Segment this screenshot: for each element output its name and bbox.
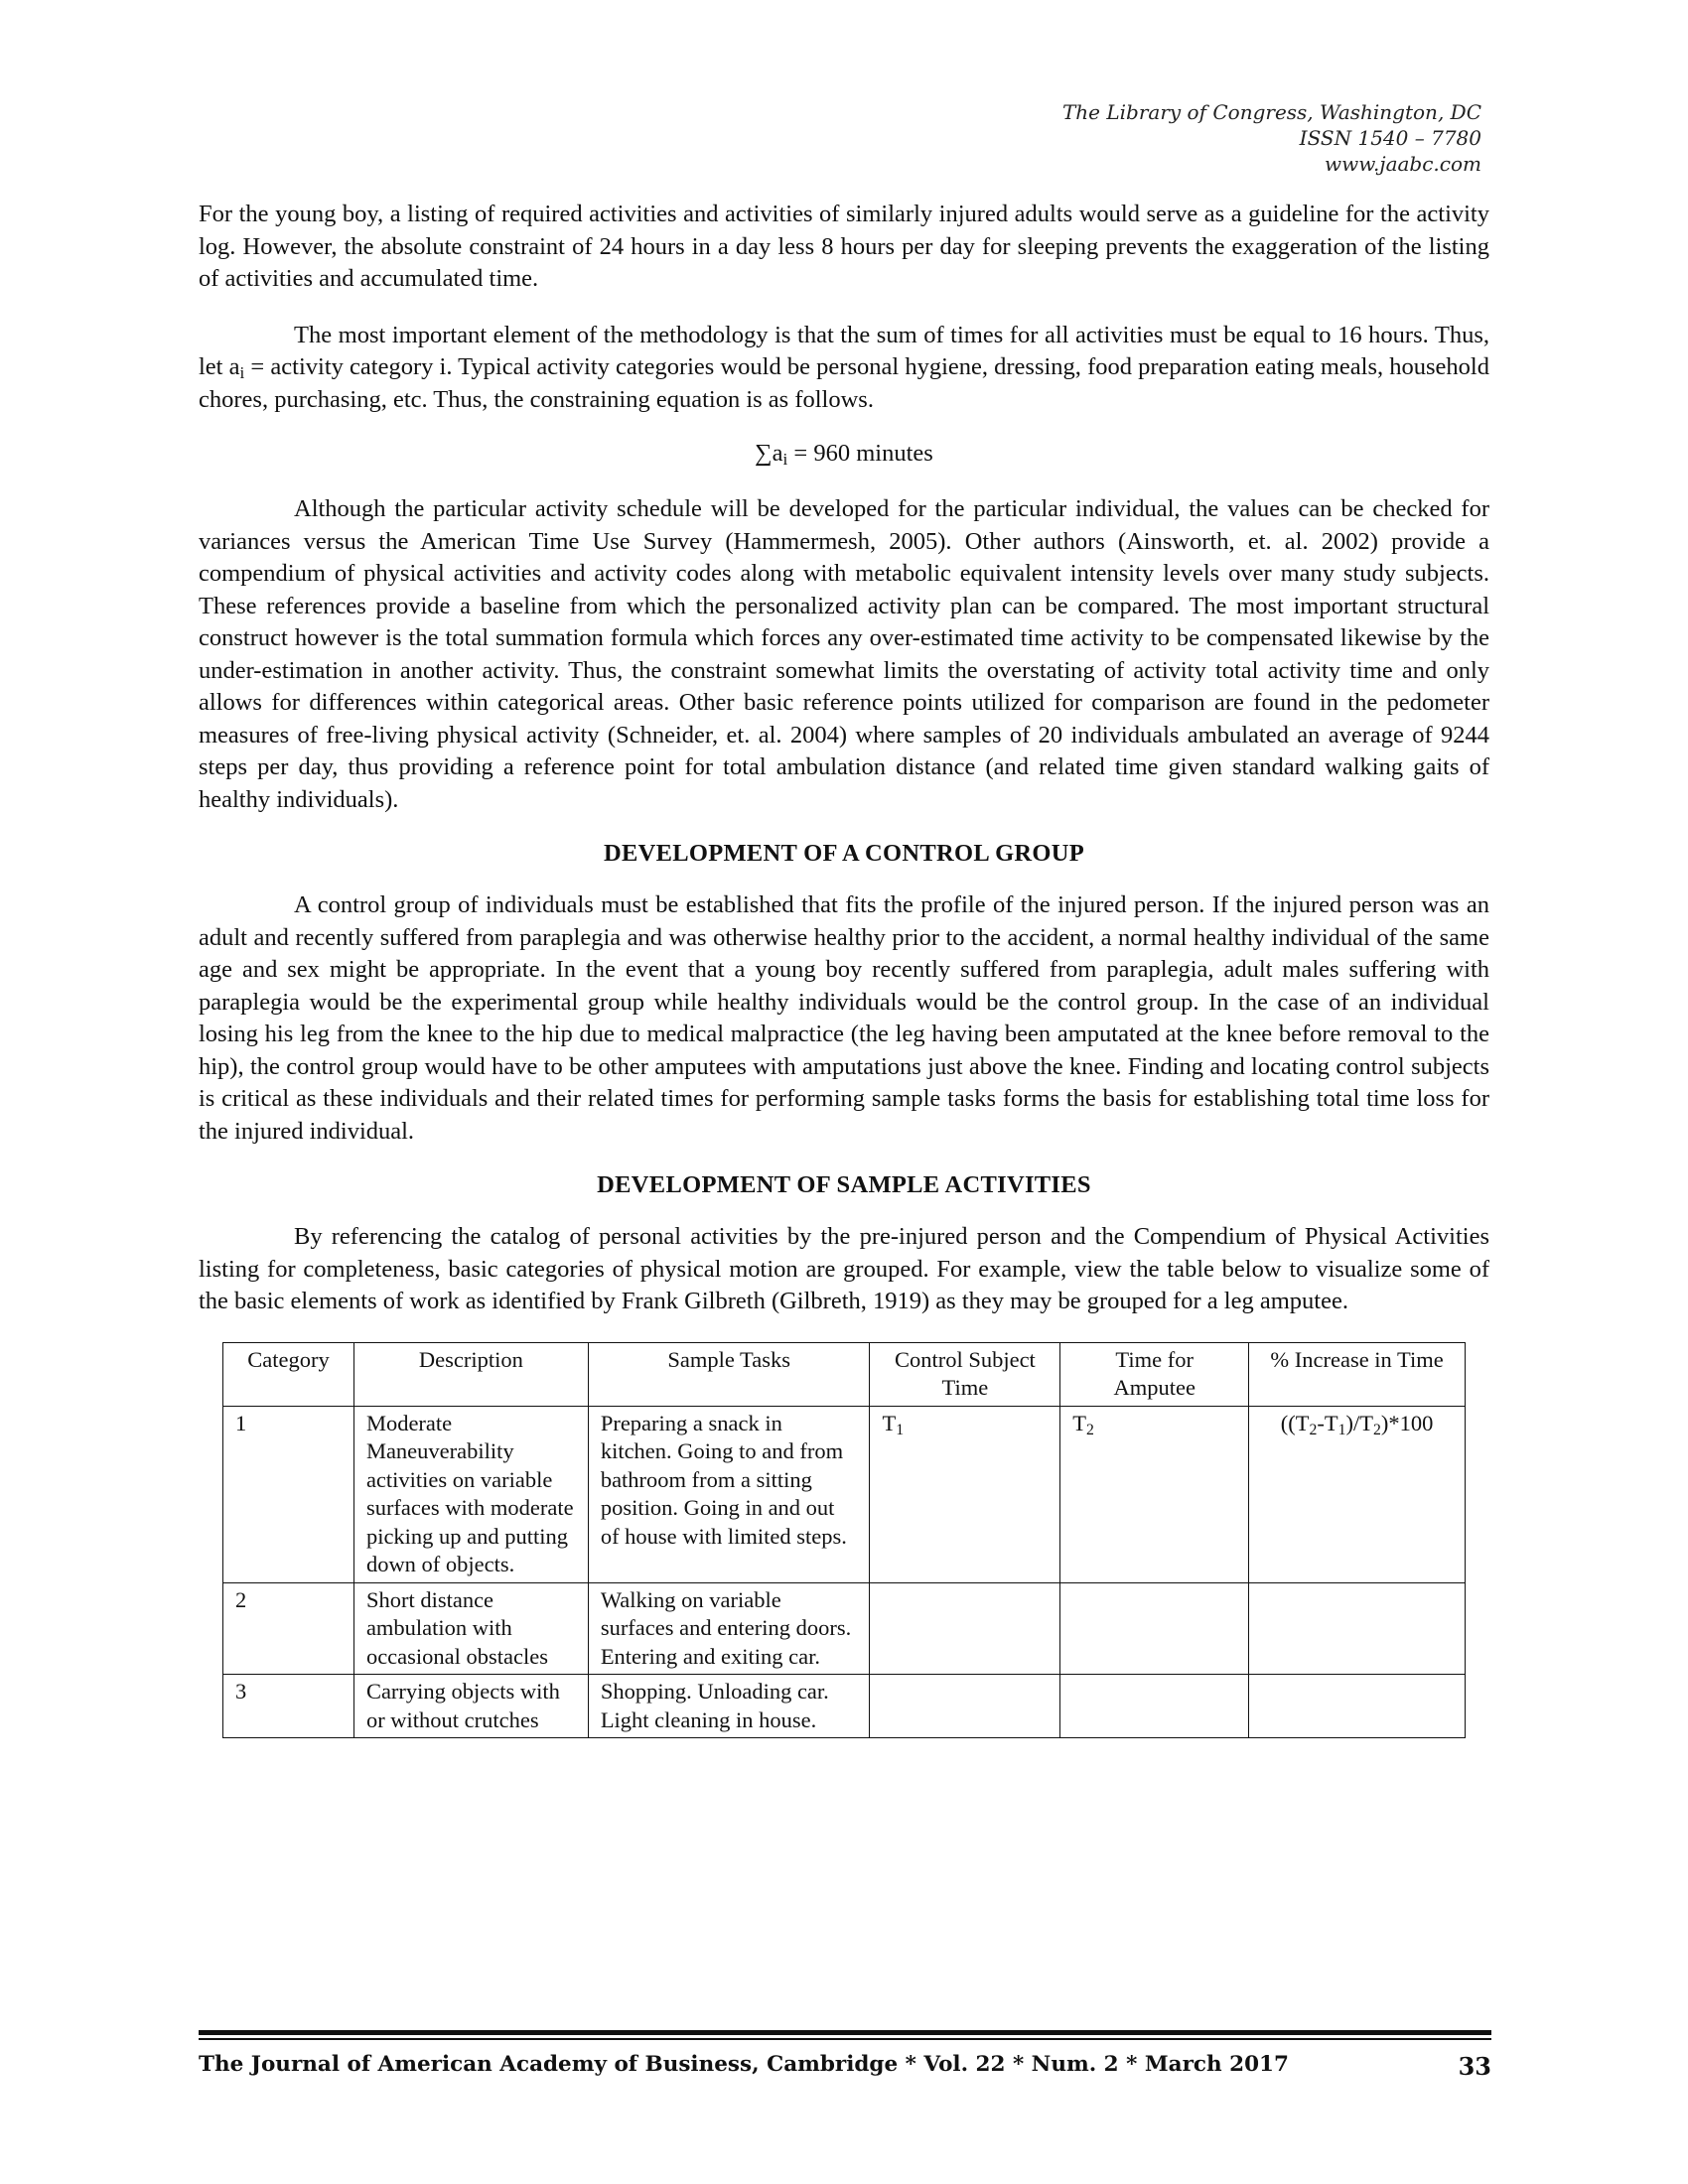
control-time-cell: $T_1$ <box>870 1406 1060 1582</box>
paragraph-5: By referencing the catalog of personal activities by the pre-injured person and the Compendium of Physical Activities listing for completeness, basic categories of physical motion are grouped. For example, view the table below to visualize some of the basic elements of work as identified by Frank Gilbreth (Gilbreth, 1919) as they may be grouped for a leg amputee. <box>199 1223 1489 1314</box>
amputee-time-cell <box>1060 1582 1249 1675</box>
table-header-row <box>223 1342 1466 1406</box>
page-number: 33 <box>1458 2051 1491 2081</box>
description-cell: Short distance ambulation with occasional obstacles <box>353 1582 588 1675</box>
table-header-cell: % Increase in Time <box>1249 1342 1466 1406</box>
increase-formula-cell <box>1249 1582 1466 1675</box>
amputee-time-cell: $T_2$ <box>1060 1406 1249 1582</box>
footer-journal-info: The Journal of American Academy of Business, Cambridge * Vol. 22 * Num. 2 * March 2017 <box>199 2051 1289 2077</box>
table-header-cell: Control Subject Time <box>870 1342 1060 1406</box>
paragraph-3: Although the particular activity schedule will be developed for the particular individual, the values can be checked for variances versus the American Time Use Survey (Hammermesh, 2005). Other authors (Ainsworth, et. al. 2002) provide a compendium of physical activities and activity codes along with metabolic equivalent intensity levels over many study subjects. These references provide a baseline from which the personalized activity plan can be compared. The most important structural construct however is the total summation formula which forces any over-estimated time activity to be compensated likewise by the under-estimation in another activity. Thus, the constraint somewhat limits the overstating of activity total activity time and only allows for differences within categorical areas. Other basic reference points utilized for comparison are found in the pedometer measures of free-living physical activity (Schneider, et. al. 2004) where samples of 20 individuals ambulated an average of 9244 steps per day, thus providing a reference point for total ambulation distance (and related time given standard walking gaits of healthy individuals). <box>199 495 1489 813</box>
table-header-cell: Description <box>353 1342 588 1406</box>
table-row <box>223 1675 1466 1738</box>
page-footer <box>199 2030 1491 2082</box>
footer-rule-thin <box>199 2038 1491 2040</box>
category-cell: 1 <box>223 1406 354 1582</box>
increase-formula-cell <box>1249 1675 1466 1738</box>
activities-table <box>222 1342 1466 1739</box>
running-header <box>1062 99 1481 177</box>
paragraph-2 <box>199 320 1489 417</box>
table-header-cell: Category <box>223 1342 354 1406</box>
control-time-cell <box>870 1675 1060 1738</box>
amputee-time-cell <box>1060 1675 1249 1738</box>
table-header-cell: Sample Tasks <box>588 1342 870 1406</box>
footer-rule-thick <box>199 2030 1491 2035</box>
section-heading-control-group: DEVELOPMENT OF A CONTROL GROUP <box>603 840 1085 867</box>
equation-sum: ∑a <box>755 440 783 467</box>
paragraph-2-subscript: i <box>239 363 245 382</box>
table-row <box>223 1582 1466 1675</box>
category-cell: 2 <box>223 1582 354 1675</box>
paragraph-2-text-a: The most important element of the methodology is that the sum of times for all activities must be equal to 16 hours. Thus, let a <box>199 321 1489 380</box>
table-header-cell: Time for Amputee <box>1060 1342 1249 1406</box>
equation-value: = 960 minutes <box>787 440 933 467</box>
article-body <box>199 199 1489 1738</box>
description-cell: Moderate Maneuverability activities on variable surfaces with moderate picking up and putting down of objects. <box>353 1406 588 1582</box>
header-website: www.jaabc.com <box>1325 152 1481 176</box>
control-time-cell <box>870 1582 1060 1675</box>
paragraph-1: For the young boy, a listing of required activities and activities of similarly injured adults would serve as a guideline for the activity log. However, the absolute constraint of 24 hours in a day less 8 hours per day for sleeping prevents the exaggeration of the listing of activities and accumulated time. <box>199 201 1489 292</box>
increase-formula-cell: $((T_2-T_1)/T_2)*100$ <box>1249 1406 1466 1582</box>
section-heading-sample-activities: DEVELOPMENT OF SAMPLE ACTIVITIES <box>597 1171 1091 1198</box>
category-cell: 3 <box>223 1675 354 1738</box>
paragraph-4: A control group of individuals must be established that fits the profile of the injured person. If the injured person was an adult and recently suffered from paraplegia and was otherwise healthy prior to the accident, a normal healthy individual of the same age and sex might be appropriate. In the event that a young boy recently suffered from paraplegia, adult males suffering with paraplegia would be the experimental group while healthy individuals would be the control group. In the case of an individual losing his leg from the knee to the hip due to medical malpractice (the leg having been amputated at the knee before removal to the hip), the control group would have to be other amputees with amputations just above the knee. Finding and locating control subjects is critical as these individuals and their related times for performing sample tasks forms the basis for establishing total time loss for the injured individual. <box>199 891 1489 1145</box>
header-issn: ISSN 1540 – 7780 <box>1299 126 1481 150</box>
tasks-cell: Shopping. Unloading car. Light cleaning in house. <box>588 1675 870 1738</box>
constraint-equation <box>199 440 1489 468</box>
description-cell: Carrying objects with or without crutches <box>353 1675 588 1738</box>
table-row <box>223 1406 1466 1582</box>
tasks-cell: Walking on variable surfaces and entering doors. Entering and exiting car. <box>588 1582 870 1675</box>
header-publisher: The Library of Congress, Washington, DC <box>1061 100 1481 124</box>
tasks-cell: Preparing a snack in kitchen. Going to and from bathroom from a sitting position. Going in and out of house with limited steps. <box>588 1406 870 1582</box>
paragraph-2-text-b: = activity category i. Typical activity categories would be personal hygiene, dressing, food preparation eating meals, household chores, purchasing, etc. Thus, the constraining equation is as follows. <box>199 353 1489 413</box>
equation-subscript: i <box>782 450 788 469</box>
